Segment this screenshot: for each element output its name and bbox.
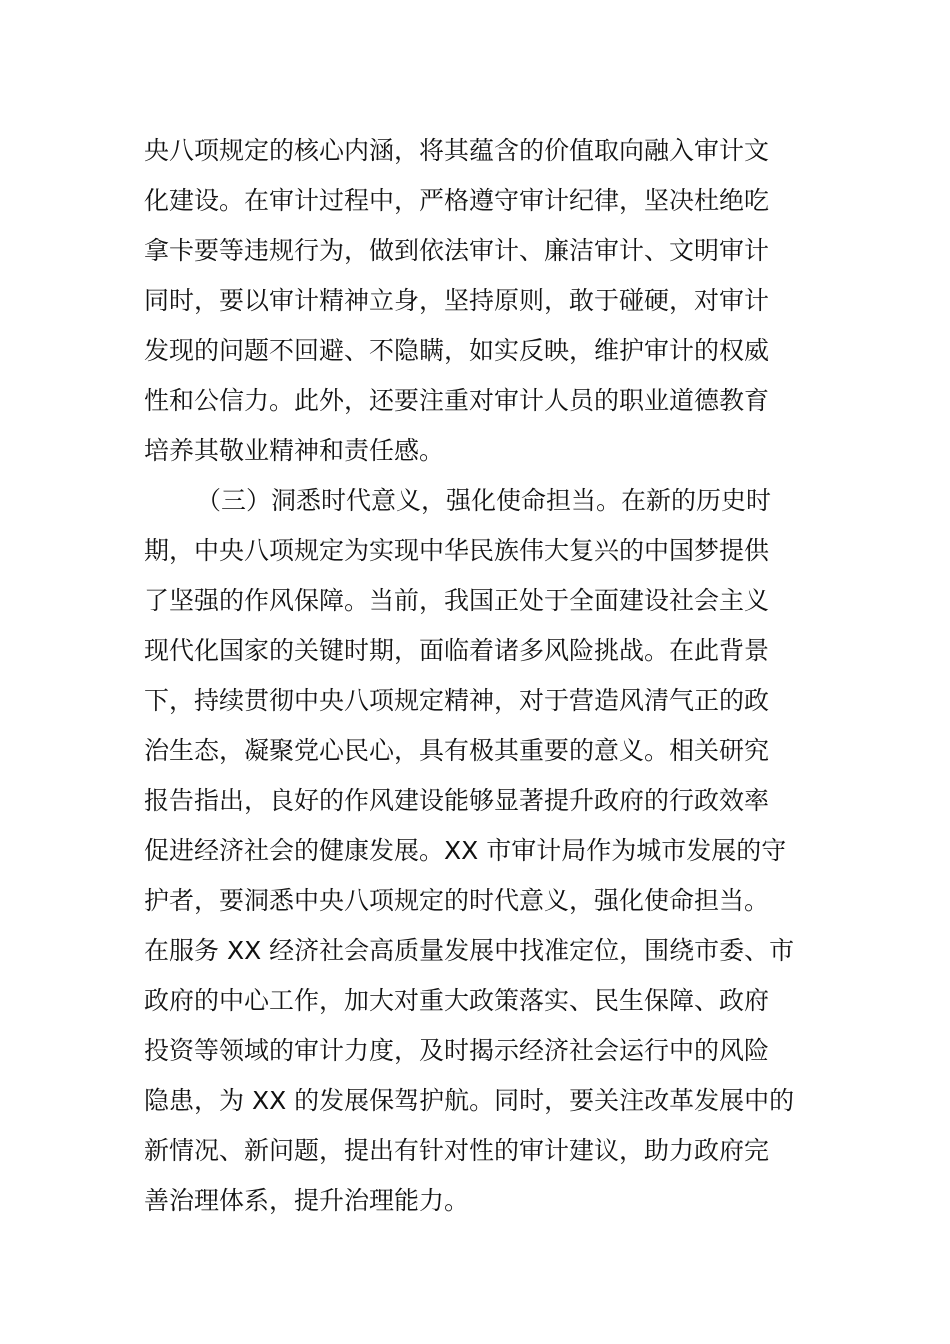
text-line: 在服务 XX 经济社会高质量发展中找准定位，围绕市委、市 <box>144 936 795 965</box>
text-line: 护者，要洞悉中央八项规定的时代意义，强化使命担当。 <box>144 886 770 915</box>
text-line: 政府的中心工作，加大对重大政策落实、民生保障、政府 <box>144 986 770 1015</box>
text-line: 发现的问题不回避、不隐瞒，如实反映，维护审计的权威 <box>144 336 770 365</box>
text-line: 了坚强的作风保障。当前，我国正处于全面建设社会主义 <box>144 586 770 615</box>
text-line: 同时，要以审计精神立身，坚持原则，敢于碰硬，对审计 <box>144 286 770 315</box>
section-heading-line: （三）洞悉时代意义，强化使命担当。在新的历史时 <box>196 486 772 515</box>
text-line: 培养其敬业精神和责任感。 <box>144 436 445 465</box>
text-line: 期，中央八项规定为实现中华民族伟大复兴的中国梦提供 <box>144 536 770 565</box>
text-line: 化建设。在审计过程中，严格遵守审计纪律，坚决杜绝吃 <box>144 186 770 215</box>
text-line: 善治理体系，提升治理能力。 <box>144 1186 470 1215</box>
text-line: 促进经济社会的健康发展。XX 市审计局作为城市发展的守 <box>144 836 787 865</box>
text-line: 隐患，为 XX 的发展保驾护航。同时，要关注改革发展中的 <box>144 1086 795 1115</box>
text-line: 央八项规定的核心内涵，将其蕴含的价值取向融入审计文 <box>144 136 770 165</box>
text-line: 治生态，凝聚党心民心，具有极其重要的意义。相关研究 <box>144 736 770 765</box>
text-line: 报告指出，良好的作风建设能够显著提升政府的行政效率 <box>144 786 770 815</box>
text-line: 现代化国家的关键时期，面临着诸多风险挑战。在此背景 <box>144 636 770 665</box>
text-line: 性和公信力。此外，还要注重对审计人员的职业道德教育 <box>144 386 770 415</box>
text-line: 投资等领域的审计力度，及时揭示经济社会运行中的风险 <box>144 1036 770 1065</box>
text-line: 下，持续贯彻中央八项规定精神，对于营造风清气正的政 <box>144 686 770 715</box>
text-line: 新情况、新问题，提出有针对性的审计建议，助力政府完 <box>144 1136 770 1165</box>
text-line: 拿卡要等违规行为，做到依法审计、廉洁审计、文明审计 <box>144 236 770 265</box>
body-text <box>144 126 814 1226</box>
